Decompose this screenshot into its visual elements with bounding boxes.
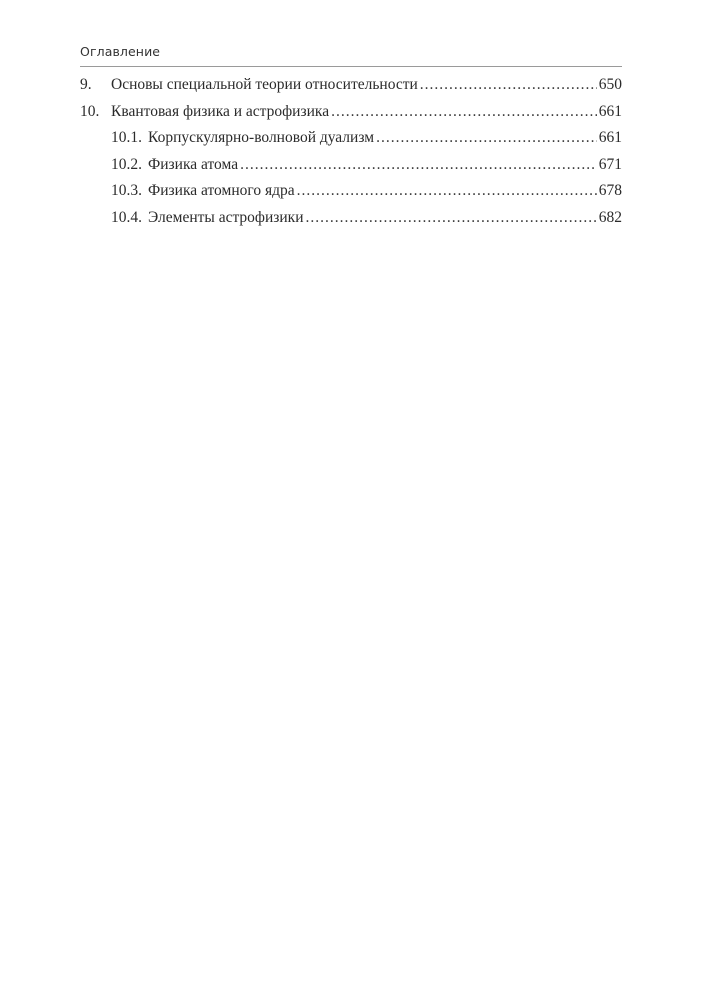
dot-leader — [420, 72, 597, 99]
toc-entry-title: Квантовая физика и астрофизика — [111, 102, 330, 120]
toc-entry-section-10-4[interactable] — [80, 205, 622, 232]
toc-entry-chapter-9[interactable] — [80, 72, 622, 99]
running-header: Оглавление — [80, 44, 161, 59]
table-of-contents — [80, 72, 622, 231]
dot-leader — [240, 152, 597, 179]
toc-entry-section-10-1[interactable] — [80, 125, 622, 152]
toc-entry-chapter-10[interactable] — [80, 99, 622, 126]
toc-entry-title: Основы специальной теории относительности — [111, 76, 418, 93]
toc-entry-title: Корпускулярно-волновой дуализм — [148, 129, 375, 146]
toc-entry-page: 650 — [598, 76, 622, 93]
dot-leader — [297, 178, 597, 205]
toc-entry-number: 9. — [80, 76, 92, 93]
toc-entry-section-10-2[interactable] — [80, 152, 622, 179]
header-divider — [80, 66, 622, 67]
toc-entry-title: Физика атома — [148, 155, 239, 173]
toc-entry-page: 682 — [598, 208, 622, 226]
toc-entry-number: 10.2. — [111, 155, 142, 173]
toc-entry-number: 10. — [80, 102, 100, 120]
toc-entry-number: 10.4. — [111, 208, 142, 226]
toc-entry-number: 10.3. — [111, 182, 142, 199]
toc-entry-page: 671 — [598, 155, 622, 173]
dot-leader — [331, 99, 597, 126]
toc-entry-page: 661 — [598, 129, 622, 146]
toc-entry-title: Физика атомного ядра — [148, 182, 295, 199]
dot-leader — [306, 205, 597, 232]
toc-entry-title: Элементы астрофизики — [148, 208, 304, 226]
dot-leader — [376, 125, 597, 152]
toc-entry-page: 661 — [598, 102, 622, 120]
toc-entry-number: 10.1. — [111, 129, 142, 146]
toc-entry-page: 678 — [598, 182, 622, 199]
toc-entry-section-10-3[interactable] — [80, 178, 622, 205]
